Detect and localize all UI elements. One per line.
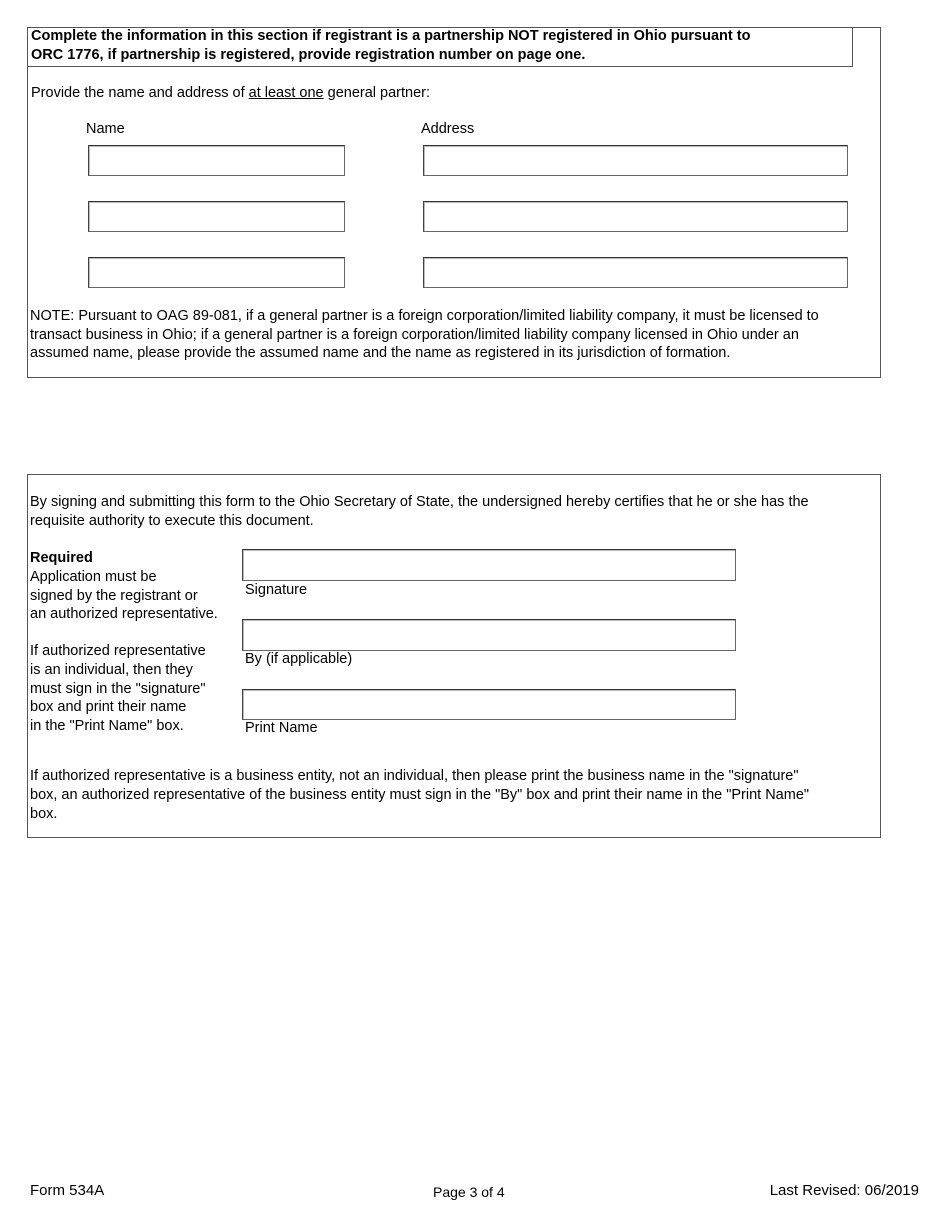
address-column-label: Address bbox=[421, 121, 475, 137]
certification-line1: By signing and submitting this form to the Ohio Secretary of State, the undersigned hereby certifies that he or she has the bbox=[30, 494, 809, 510]
individual-line: is an individual, then they bbox=[30, 662, 193, 678]
instruction-text-end: general partner: bbox=[323, 85, 431, 101]
partner-address-input-1[interactable] bbox=[423, 145, 848, 176]
by-input[interactable] bbox=[242, 619, 736, 651]
partner-address-input-3[interactable] bbox=[423, 257, 848, 288]
partner-name-input-3[interactable] bbox=[88, 257, 345, 288]
last-revised: Last Revised: 06/2019 bbox=[769, 1182, 919, 1199]
individual-line: must sign in the "signature" bbox=[30, 681, 206, 697]
partner-name-input-2[interactable] bbox=[88, 201, 345, 232]
by-label: By (if applicable) bbox=[245, 651, 353, 667]
note-line2: transact business in Ohio; if a general partner is a foreign corporation/limited liability company licensed in Ohio under an bbox=[30, 327, 799, 343]
partner-name-input-1[interactable] bbox=[88, 145, 345, 176]
print-name-label: Print Name bbox=[245, 720, 318, 736]
print-name-input[interactable] bbox=[242, 689, 736, 720]
page-number: Page 3 of 4 bbox=[433, 1184, 505, 1200]
instruction-text: Provide the name and address of bbox=[31, 85, 249, 101]
form-number: Form 534A bbox=[30, 1182, 105, 1199]
entity-line3: box. bbox=[30, 806, 58, 822]
entity-line2: box, an authorized representative of the business entity must sign in the "By" box and print their name in the "Print Name" bbox=[30, 787, 810, 803]
partner-instruction bbox=[31, 84, 430, 103]
required-line: signed by the registrant or bbox=[30, 588, 198, 604]
signature-input[interactable] bbox=[242, 549, 736, 581]
note-line3: assumed name, please provide the assumed name and the name as registered in its jurisdiction of formation. bbox=[30, 345, 731, 361]
certification-line2: requisite authority to execute this document. bbox=[30, 513, 314, 529]
instruction-emphasis: at least one bbox=[248, 85, 324, 101]
entity-line1: If authorized representative is a business entity, not an individual, then please print the business name in the "signature" bbox=[30, 768, 799, 784]
note-line1: NOTE: Pursuant to OAG 89-081, if a general partner is a foreign corporation/limited liability company, it must be licensed to bbox=[30, 308, 819, 324]
partner-header-line1: Complete the information in this section if registrant is a partnership NOT registered in Ohio pursuant to bbox=[31, 28, 751, 44]
signature-label: Signature bbox=[245, 582, 308, 598]
required-line: Application must be bbox=[30, 569, 157, 585]
partner-address-input-2[interactable] bbox=[423, 201, 848, 232]
required-line: an authorized representative. bbox=[30, 606, 218, 622]
individual-line: If authorized representative bbox=[30, 643, 206, 659]
individual-line: in the "Print Name" box. bbox=[30, 718, 184, 734]
required-title: Required bbox=[30, 550, 93, 566]
individual-line: box and print their name bbox=[30, 699, 187, 715]
name-column-label: Name bbox=[86, 121, 125, 137]
partner-header-line2: ORC 1776, if partnership is registered, provide registration number on page one. bbox=[31, 47, 586, 63]
